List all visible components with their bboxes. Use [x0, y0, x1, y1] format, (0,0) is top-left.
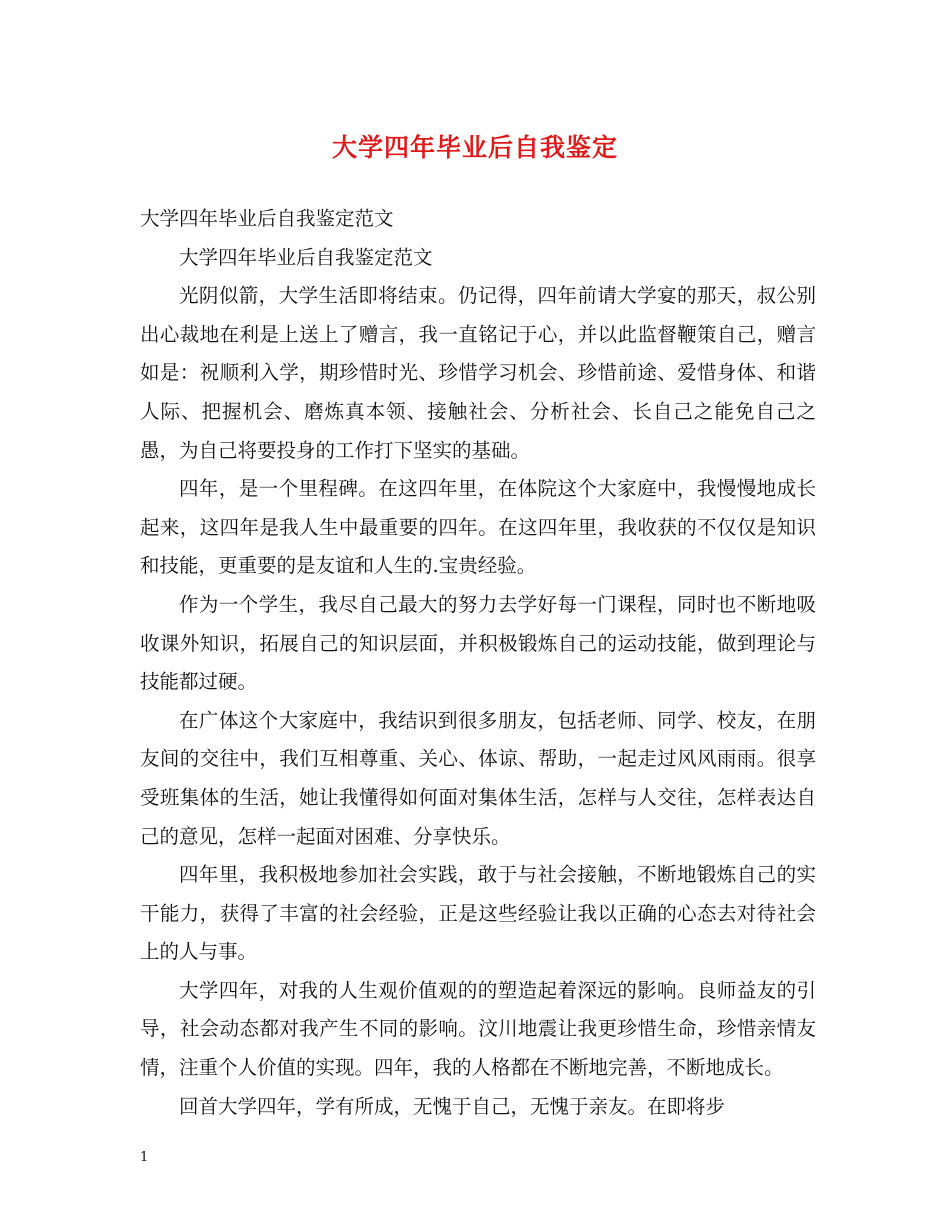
- paragraph: 大学四年，对我的人生观价值观的的塑造起着深远的影响。良师益友的引导，社会动态都对我产生不同的影响。汶川地震让我更珍惜生命，珍惜亲情友情，注重个人价值的实现。四年，我的人格都在不断地完善，不断地成长。: [140, 978, 816, 1080]
- paragraph: 作为一个学生，我尽自己最大的努力去学好每一门课程，同时也不断地吸收课外知识，拓展自己的知识层面，并积极锻炼自己的运动技能，做到理论与技能都过硬。: [140, 592, 816, 694]
- document-title: 大学四年毕业后自我鉴定: [331, 133, 618, 162]
- document-body: [140, 200, 816, 1126]
- paragraph: 回首大学四年，学有所成，无愧于自己，无愧于亲友。在即将步: [179, 1094, 726, 1118]
- paragraph: 光阴似箭，大学生活即将结束。仍记得，四年前请大学宴的那天，叔公别出心裁地在利是上送上了赠言，我一直铭记于心，并以此监督鞭策自己，赠言如是：祝顺利入学，期珍惜时光、珍惜学习机会、珍惜前途、爱惜身体、和谐人际、把握机会、磨炼真本领、接触社会、分析社会、长自己之能免自己之愚，为自己将要投身的工作打下坚实的基础。: [140, 284, 816, 462]
- paragraph: 四年，是一个里程碑。在这四年里，在体院这个大家庭中，我慢慢地成长起来，这四年是我人生中最重要的四年。在这四年里，我收获的不仅仅是知识和技能，更重要的是友谊和人生的.宝贵经验。: [140, 477, 816, 578]
- paragraph: 四年里，我积极地参加社会实践，敢于与社会接触，不断地锻炼自己的实干能力，获得了丰富的社会经验，正是这些经验让我以正确的心态去对待社会上的人与事。: [140, 863, 816, 964]
- page-number: 1: [140, 1150, 149, 1165]
- paragraph: 在广体这个大家庭中，我结识到很多朋友，包括老师、同学、校友，在朋友间的交往中，我们互相尊重、关心、体谅、帮助，一起走过风风雨雨。很享受班集体的生活，她让我懂得如何面对集体生活，怎样与人交往，怎样表达自己的意见，怎样一起面对困难、分享快乐。: [140, 708, 816, 848]
- paragraph-subheading: 大学四年毕业后自我鉴定范文: [179, 245, 433, 269]
- paragraph-heading: 大学四年毕业后自我鉴定范文: [140, 207, 394, 230]
